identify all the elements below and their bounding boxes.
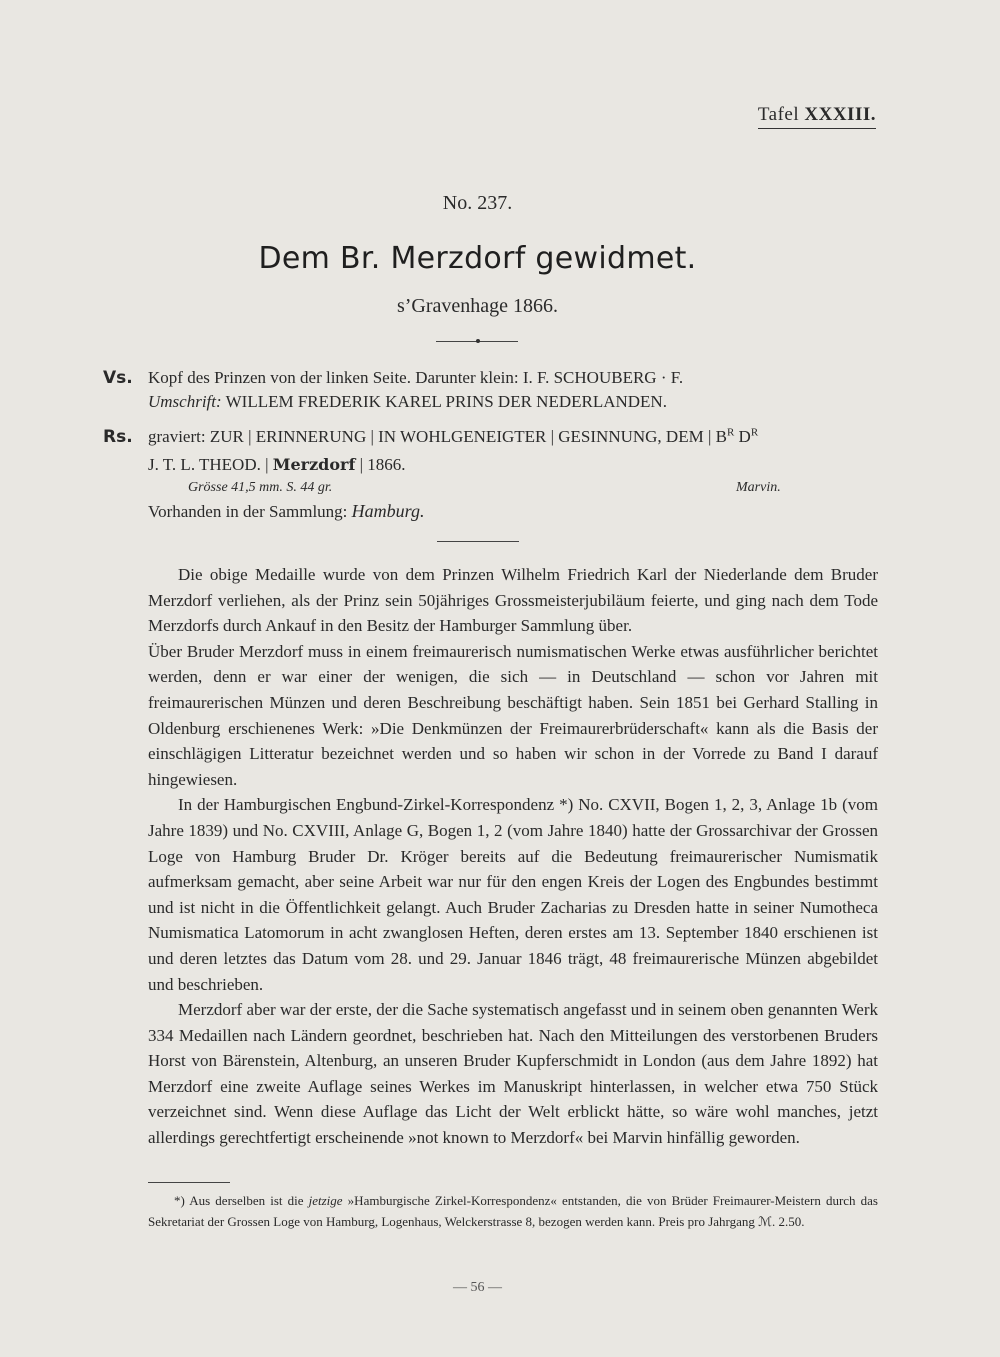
body-text: [148, 562, 878, 1151]
reverse-sup-1: R: [726, 426, 735, 439]
medal-size: Grösse 41,5 mm. S. 44 gr.: [188, 480, 333, 495]
entry-place: s’Gravenhage 1866.: [396, 295, 559, 317]
paragraph: In der Hamburgischen Engbund-Zirkel-Korrespondenz *) No. CXVII, Bogen 1, 2, 3, Anlage 1b (vom Jahre 1839) und No. CXVIII, Anlage G, Bogen 1, 2 (vom Jahre 1840) hatte der Grossarchivar der Grossen Loge von Hamburg Bruder Dr. Kröger bereits auf die Bedeutung freimaurerischer Numismatik aufmerksam gemacht, aber seine Arbeit war nur für den engen Kreis der Logen des Engbundes bestimmt und ist nicht in die Öffentlichkeit gelangt. Auch Bruder Zacharias zu Dresden hatte in seiner Numotheca Numismatica Latomorum in acht zwanglosen Heften, deren erstes am 13. September 1840 erschienen ist und deren letztes das Datum vom 28. und 29. Januar 1846 trägt, 48 freimaurerische Münzen abgebildet und beschrieben.: [148, 795, 878, 994]
plate-prefix: Tafel: [757, 104, 800, 125]
section-divider: [437, 541, 519, 542]
obverse-inscription: [148, 392, 667, 412]
reverse-signature: Merzdorf: [272, 455, 356, 474]
reverse-label: Rs.: [103, 427, 133, 447]
plate-heading: [758, 104, 876, 129]
reverse-sup-2: R: [750, 426, 759, 439]
obverse-label: Vs.: [103, 368, 133, 388]
reverse-description-line1: [148, 427, 758, 447]
reverse-text-b: D: [734, 427, 751, 446]
collection-line: [148, 501, 425, 522]
footnote-divider: [148, 1182, 230, 1183]
entry-number: No. 237.: [442, 192, 513, 214]
inscription-text: WILLEM FREDERIK KAREL PRINS DER NEDERLANDEN.: [221, 392, 667, 411]
inscription-label: Umschrift:: [148, 392, 222, 411]
medal-reference: Marvin.: [736, 480, 781, 495]
footnote-part-a: *) Aus derselben ist die: [174, 1193, 309, 1208]
page-number: — 56 —: [453, 1280, 502, 1295]
paragraph: Merzdorf aber war der erste, der die Sache systematisch angefasst und in seinem oben genannten Werk 334 Medaillen nach Ländern geordnet, beschrieben hat. Nach den Mitteilungen des verstorbenen Bruders Horst von Bärenstein, Altenburg, an unseren Bruder Kupferschmidt in London (aus dem Jahre 1892) hat Merzdorf eine zweite Auflage seines Werkes im Manuskript hinterlassen, in welcher etwa 750 Stück verzeichnet sind. Wenn diese Auflage das Licht der Welt erblickt hätte, so wäre wohl manches, jetzt allerdings gerechtfertigt erscheinende »not known to Merzdorf« bei Marvin hinfällig geworden.: [148, 1000, 878, 1148]
footnote-text: [148, 1190, 878, 1232]
collection-name: Hamburg.: [351, 501, 425, 521]
collection-prefix: Vorhanden in der Sammlung:: [148, 502, 352, 521]
plate-number: XXXIII.: [804, 104, 876, 125]
reverse-text-a: graviert: ZUR | ERINNERUNG | IN WOHLGENEIGTER | GESINNUNG, DEM | B: [148, 427, 727, 446]
paragraph: Die obige Medaille wurde von dem Prinzen Wilhelm Friedrich Karl der Niederlande dem Bruder Merzdorf verliehen, als der Prinz sein 50jähriges Grossmeisterjubiläum feierte, und ging nach dem Tode Merzdorfs durch Ankauf in den Besitz der Hamburger Sammlung über.: [148, 565, 878, 636]
footnote-part-b: »Hamburgische Zirkel-Korrespondenz« entstanden, die von Brüder Freimaurer-Meistern durch das Sekretariat der Grossen Loge von Hamburg, Logenhaus, Welckerstrasse 8, bezogen werden kann. Preis pro Jahrgang ℳ. 2.50.: [148, 1193, 878, 1229]
entry-title: Dem Br. Merzdorf gewidmet.: [258, 241, 697, 276]
footnote: [148, 1190, 878, 1232]
footnote-italic: jetzige: [308, 1193, 343, 1208]
reverse-text-c: J. T. L. THEOD. |: [148, 455, 273, 474]
divider-dot: [476, 339, 480, 343]
reverse-description-line2: [148, 455, 406, 475]
reverse-text-d: | 1866.: [355, 455, 406, 474]
paragraph: Über Bruder Merzdorf muss in einem freimaurerisch numismatischen Werke etwas ausführlicher berichtet werden, denn er war einer der wenigen, die sich — in Deutschland — schon vor Jahren mit freimaurerischen Münzen und deren Beschreibung beschäftigt haben. Sein 1851 bei Gerhard Stalling in Oldenburg erschienenes Werk: »Die Denkmünzen der Freimaurerbrüderschaft« kann als die Basis der einschlägigen Litteratur bezeichnet werden und so haben wir schon in der Vorrede zu Band I darauf hingewiesen.: [148, 641, 878, 789]
obverse-description: Kopf des Prinzen von der linken Seite. Darunter klein: I. F. SCHOUBERG · F.: [148, 368, 684, 387]
